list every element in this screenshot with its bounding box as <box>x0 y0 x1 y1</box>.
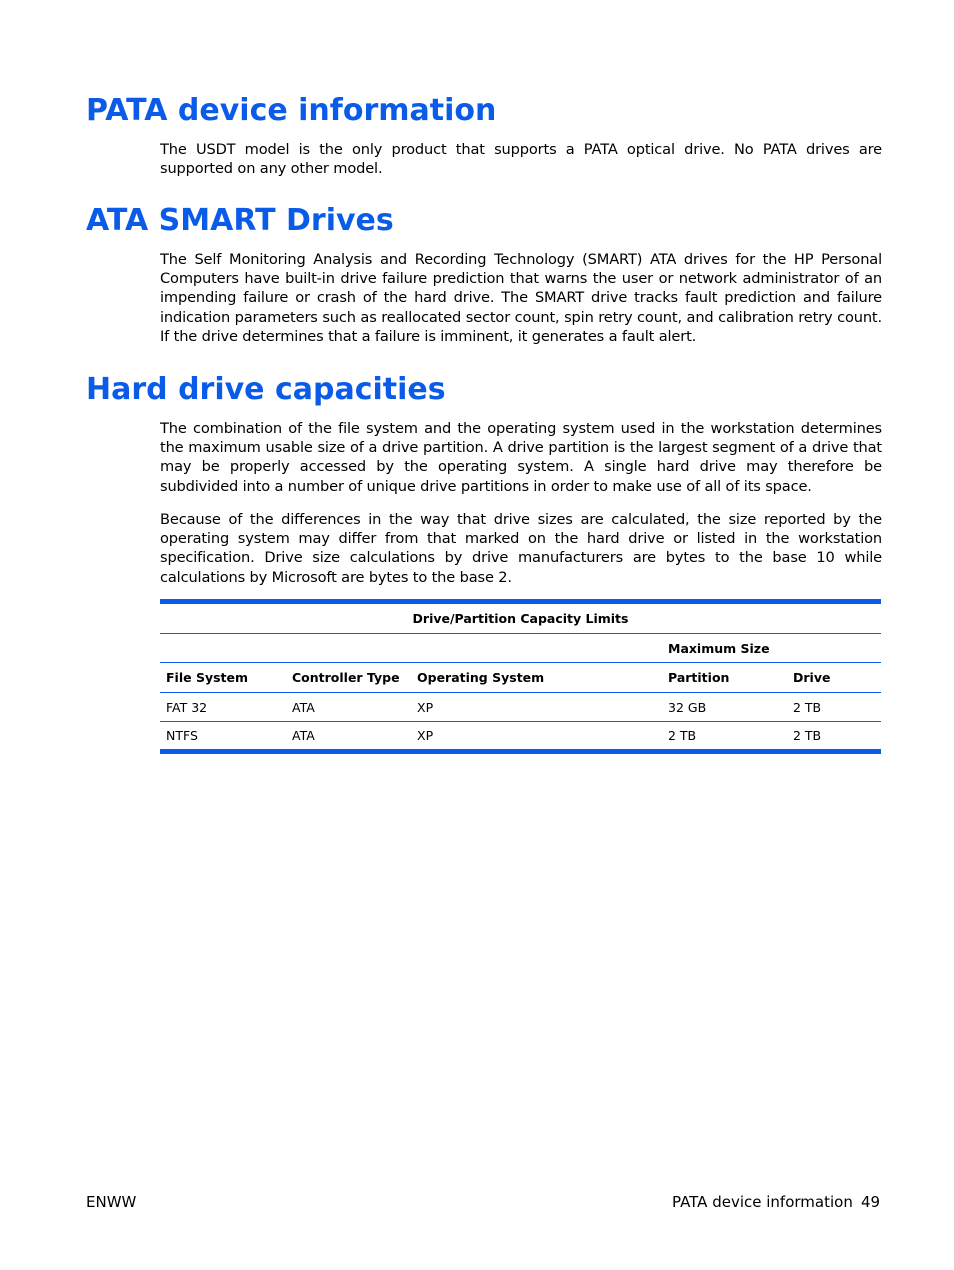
table-caption: Drive/Partition Capacity Limits <box>160 602 881 634</box>
paragraph-capacities-1: The combination of the file system and the operating system used in the workstation determines the maximum usable size of a drive partition. A drive partition is the largest segment of a drive that may be properly accessed by the operating system. A single hard drive may therefore be subdivided into a number of unique drive partitions in order to make use of all of its space. <box>160 420 882 495</box>
table-group-header-maximum-size: Maximum Size <box>662 634 881 663</box>
column-header-operating-system: Operating System <box>411 663 662 693</box>
table-cell: 2 TB <box>787 722 881 752</box>
table-header-row <box>160 663 881 693</box>
table-cell: 32 GB <box>662 693 787 722</box>
capacity-limits-table-wrapper <box>160 599 881 754</box>
column-header-partition: Partition <box>662 663 787 693</box>
table-row <box>160 722 881 752</box>
table-group-header-row <box>160 634 881 663</box>
table-group-spacer <box>160 634 662 663</box>
table-caption-row <box>160 602 881 634</box>
column-header-file-system: File System <box>160 663 286 693</box>
table-cell: XP <box>411 722 662 752</box>
capacity-limits-table <box>160 599 881 754</box>
heading-ata-smart-drives: ATA SMART Drives <box>86 203 394 238</box>
column-header-drive: Drive <box>787 663 881 693</box>
table-cell: ATA <box>286 693 411 722</box>
footer-section-title: PATA device information <box>672 1193 853 1211</box>
heading-hard-drive-capacities: Hard drive capacities <box>86 372 446 407</box>
footer-page-number: 49 <box>861 1193 881 1211</box>
paragraph-pata-info: The USDT model is the only product that supports a PATA optical drive. No PATA drives are supported on any other model. <box>160 141 882 178</box>
table-cell: FAT 32 <box>160 693 286 722</box>
table-cell: XP <box>411 693 662 722</box>
column-header-controller-type: Controller Type <box>286 663 411 693</box>
table-cell: ATA <box>286 722 411 752</box>
paragraph-smart-drives: The Self Monitoring Analysis and Recording Technology (SMART) ATA drives for the HP Personal Computers have built-in drive failure prediction that warns the user or network administrator of an impending failure or crash of the hard drive. The SMART drive tracks fault prediction and failure indication parameters such as reallocated sector count, spin retry count, and calibration retry count. If the drive determines that a failure is imminent, it generates a fault alert. <box>160 251 882 345</box>
table-cell: NTFS <box>160 722 286 752</box>
paragraph-capacities-2: Because of the differences in the way that drive sizes are calculated, the size reported by the operating system may differ from that marked on the hard drive or listed in the workstation specification. Drive size calculations by drive manufacturers are bytes to the base 10 while calculations by Microsoft are bytes to the base 2. <box>160 511 882 586</box>
table-cell: 2 TB <box>787 693 881 722</box>
heading-pata-device-information: PATA device information <box>86 93 497 128</box>
footer-left-label: ENWW <box>86 1193 137 1211</box>
table-cell: 2 TB <box>662 722 787 752</box>
table-row <box>160 693 881 722</box>
